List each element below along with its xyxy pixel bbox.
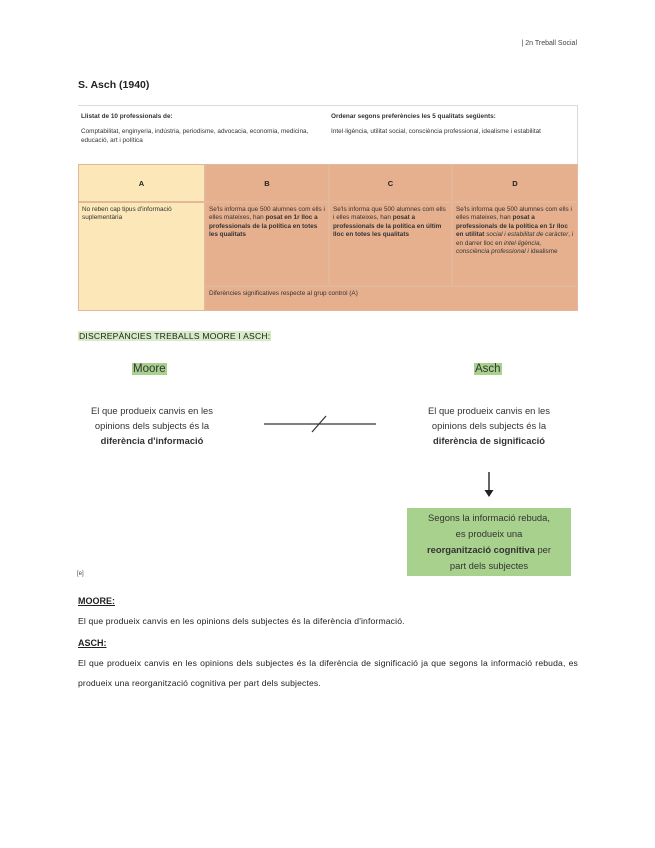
asch-description xyxy=(409,403,569,448)
cell-d-bold: posat a professionals de la política en 1r lloc en utilitat xyxy=(456,214,568,239)
box-line-4: part dels subjectes xyxy=(449,560,529,571)
not-equal-connector xyxy=(260,412,380,436)
cell-d-mid: , i en darrer lloc en xyxy=(456,231,574,247)
moore-description xyxy=(72,403,232,448)
asch-desc-line-2: opinions dels subjects és la xyxy=(431,420,547,431)
asch-heading: ASCH: xyxy=(78,638,107,648)
table-footer xyxy=(205,286,578,311)
moore-title: Moore xyxy=(133,363,166,375)
cell-c xyxy=(329,202,452,286)
cell-c-pre: Se'ls informa que 500 alumnes com ells i elles mateixes, han xyxy=(333,206,446,222)
cell-d xyxy=(452,202,578,286)
cell-b-bold: posat en 1r lloc a professionals de la política en totes les qualitats xyxy=(209,214,318,239)
asch-paragraph: El que produeix canvis en les opinions dels subjectes és la diferència de significació ja que segons la informació rebuda, es produeix una reorganització cognitiva per part dels subjectes. xyxy=(78,658,578,688)
cell-a-text: No reben cap tipus d'informació suplementària xyxy=(82,206,172,222)
cell-d-end: idealisme xyxy=(528,248,558,256)
section-label: DISCREPÀNCIES TREBALLS MOORE I ASCH: xyxy=(79,331,271,341)
intro-right-title: Ordenar segons preferències les 5 qualitats següents: xyxy=(331,113,496,120)
cell-d-italic-1: social i estabilitat de caràcter xyxy=(486,231,569,239)
page-title: S. Asch (1940) xyxy=(78,79,150,91)
small-marker: [e] xyxy=(77,571,84,577)
cell-a xyxy=(78,202,205,311)
intro-left xyxy=(81,113,311,145)
intro-right-text: Intel·ligència, utilitat social, consciència professional, idealisme i estabilitat xyxy=(331,128,541,136)
moore-heading: MOORE: xyxy=(78,596,115,606)
intro-right xyxy=(331,113,571,137)
asch-desc-line-1: El que produeix canvis en les xyxy=(428,405,550,416)
box-line-3: per xyxy=(534,544,551,555)
column-header-b: B xyxy=(205,164,329,202)
box-line-1: Segons la informació rebuda, xyxy=(428,512,550,523)
intro-left-text: Comptabilitat, enginyeria, indústria, periodisme, advocacia, economia, medicina, educació, art i política xyxy=(81,128,309,144)
moore-paragraph: El que produeix canvis en les opinions dels subjectes és la diferència d'informació. xyxy=(78,616,405,626)
cell-c-bold: posat a professionals de la política en últim lloc en totes les qualitats xyxy=(333,214,442,239)
cell-b xyxy=(205,202,329,286)
cell-d-italic-2: intel·ligència, consciència professional i xyxy=(456,239,542,256)
asch-title: Asch xyxy=(475,363,501,375)
box-bold: reorganització cognitiva xyxy=(427,544,535,555)
table-intro-row xyxy=(78,106,578,164)
page-header: | 2n Treball Social xyxy=(521,40,577,47)
experiment-table xyxy=(78,105,578,311)
box-line-2: es produeix una xyxy=(455,528,523,539)
intro-left-title: Llistat de 10 professionals de: xyxy=(81,113,173,120)
column-header-c: C xyxy=(329,164,452,202)
column-header-d: D xyxy=(452,164,578,202)
moore-desc-line-1: El que produeix canvis en les xyxy=(91,405,213,416)
column-header-a: A xyxy=(78,164,205,202)
arrow-down-icon xyxy=(483,472,495,498)
cell-d-pre: Se'ls informa que 500 alumnes com ells i elles mateixes, han xyxy=(456,206,572,222)
asch-desc-bold: diferència de significació xyxy=(432,435,545,446)
moore-desc-bold: diferència d'informació xyxy=(100,435,204,446)
table-footer-text: Diferències significatives respecte al grup control (A) xyxy=(209,290,358,297)
cell-b-pre: Se'ls informa que 500 alumnes com ells i elles mateixes, han xyxy=(209,206,325,222)
cognitive-reorganization-box xyxy=(407,508,571,576)
moore-desc-line-2: opinions dels subjects és la xyxy=(94,420,210,431)
